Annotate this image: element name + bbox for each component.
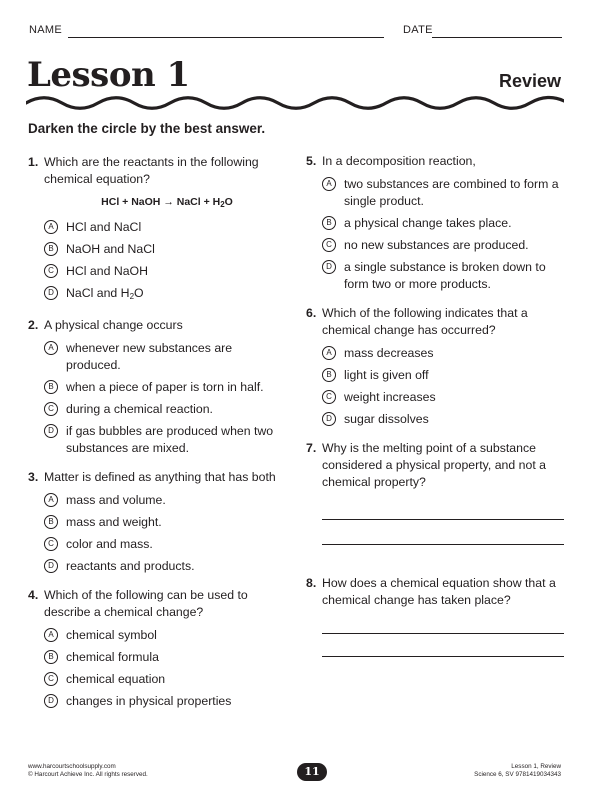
option-a[interactable] [44, 219, 290, 236]
answer-line[interactable] [322, 633, 564, 634]
chemical-equation [44, 194, 290, 213]
answer-options [44, 627, 290, 710]
footer-publisher [28, 763, 148, 779]
answer-circle[interactable]: A [322, 177, 336, 191]
option-text: when a piece of paper is torn in half. [66, 380, 264, 394]
date-field-line[interactable] [432, 37, 562, 38]
question-6 [306, 305, 564, 428]
option-d[interactable] [322, 259, 564, 293]
option-d[interactable] [44, 423, 290, 457]
lesson-title: Lesson 1 [27, 55, 190, 95]
answer-options [322, 345, 564, 428]
answer-options [44, 219, 290, 305]
option-a[interactable] [44, 340, 290, 374]
option-a[interactable] [322, 345, 564, 362]
option-text: a single substance is broken down to form two or more products. [344, 260, 546, 291]
option-c[interactable] [44, 401, 290, 418]
option-text: NaOH and NaCl [66, 242, 155, 256]
option-c[interactable] [322, 237, 564, 254]
answer-circle[interactable]: B [44, 650, 58, 664]
option-a[interactable] [44, 492, 290, 509]
section-label: Review [498, 71, 561, 91]
answer-line[interactable] [322, 656, 564, 657]
question-4 [28, 587, 290, 710]
question-number: 3. [28, 470, 39, 484]
answer-circle[interactable]: C [44, 264, 58, 278]
instructions: Darken the circle by the best answer. [28, 121, 266, 136]
option-b[interactable] [322, 367, 564, 384]
option-text: reactants and products. [66, 559, 195, 573]
answer-line[interactable] [322, 544, 564, 545]
option-c[interactable] [44, 263, 290, 280]
subscript: 2 [220, 200, 225, 209]
question-3 [28, 469, 290, 575]
question-number: 5. [306, 154, 317, 168]
answer-circle[interactable]: D [44, 559, 58, 573]
option-text: chemical equation [66, 672, 166, 686]
option-text: two substances are combined to form a single product. [344, 177, 559, 208]
option-text: no new substances are produced. [344, 238, 529, 252]
option-a[interactable] [322, 176, 564, 210]
option-d[interactable] [44, 558, 290, 575]
option-b[interactable] [44, 379, 290, 396]
answer-circle[interactable]: A [44, 493, 58, 507]
option-c[interactable] [322, 389, 564, 406]
option-text: mass decreases [344, 346, 434, 360]
option-text: light is given off [344, 368, 429, 382]
answer-circle[interactable]: C [44, 672, 58, 686]
question-8 [306, 575, 564, 609]
option-d[interactable] [322, 411, 564, 428]
question-text: Which are the reactants in the following chemical equation? [44, 155, 259, 186]
answer-circle[interactable]: C [322, 390, 336, 404]
option-b[interactable] [44, 514, 290, 531]
question-number: 2. [28, 318, 39, 332]
option-text: a physical change takes place. [344, 216, 512, 230]
answer-circle[interactable]: D [322, 412, 336, 426]
option-text: whenever new substances are produced. [66, 341, 233, 372]
option-text: mass and weight. [66, 515, 162, 529]
option-b[interactable] [322, 215, 564, 232]
equation-end: O [224, 196, 233, 208]
answer-circle[interactable]: C [44, 402, 58, 416]
answer-options [44, 492, 290, 575]
question-text: Matter is defined as anything that has both [44, 470, 276, 484]
question-number: 4. [28, 588, 39, 602]
answer-circle[interactable]: C [44, 537, 58, 551]
question-number: 7. [306, 441, 317, 455]
answer-circle[interactable]: D [44, 424, 58, 438]
option-d[interactable] [44, 693, 290, 710]
option-text: during a chemical reaction. [66, 402, 213, 416]
option-text: chemical formula [66, 650, 159, 664]
answer-line[interactable] [322, 519, 564, 520]
subscript: 2 [129, 292, 135, 301]
option-text: color and mass. [66, 537, 153, 551]
answer-circle[interactable]: B [44, 380, 58, 394]
option-text: weight increases [344, 390, 436, 404]
answer-options [322, 176, 564, 293]
option-a[interactable] [44, 627, 290, 644]
equation-products: NaCl + H [176, 196, 221, 208]
answer-circle[interactable]: A [322, 346, 336, 360]
book-reference: Science 6, SV 9781419034343 [474, 771, 561, 778]
option-b[interactable] [44, 649, 290, 666]
name-label: NAME [29, 24, 62, 36]
answer-circle[interactable]: A [44, 628, 58, 642]
question-number: 6. [306, 306, 317, 320]
option-c[interactable] [44, 536, 290, 553]
question-number: 1. [28, 155, 39, 169]
question-2 [28, 317, 290, 457]
question-text: Which of the following indicates that a chemical change has occurred? [322, 306, 528, 337]
option-text: chemical symbol [66, 628, 157, 642]
publisher-website[interactable]: www.harcourtschoolsupply.com [28, 763, 116, 770]
option-d[interactable] [44, 285, 290, 305]
answer-options [44, 340, 290, 457]
question-text: A physical change occurs [44, 318, 183, 332]
question-text: Which of the following can be used to describe a chemical change? [44, 588, 248, 619]
answer-circle[interactable]: A [44, 341, 58, 355]
answer-circle[interactable]: D [322, 260, 336, 274]
answer-circle[interactable]: B [322, 368, 336, 382]
answer-circle[interactable]: C [322, 238, 336, 252]
option-text: changes in physical properties [66, 694, 232, 708]
question-text: In a decomposition reaction, [322, 154, 476, 168]
equation-reactants: HCl + NaOH [101, 196, 161, 208]
question-5 [306, 153, 564, 293]
lesson-reference: Lesson 1, Review [511, 763, 561, 770]
name-field-line[interactable] [68, 37, 384, 38]
question-text: How does a chemical equation show that a chemical change has taken place? [322, 576, 556, 607]
answer-circle[interactable]: B [322, 216, 336, 230]
answer-circle[interactable]: B [44, 242, 58, 256]
option-b[interactable] [44, 241, 290, 258]
option-text: HCl and NaOH [66, 264, 149, 278]
copyright-notice: © Harcourt Achieve Inc. All rights reserved. [28, 771, 148, 778]
option-text: if gas bubbles are produced when two substances are mixed. [66, 424, 274, 455]
question-7 [306, 440, 564, 491]
answer-circle[interactable]: D [44, 694, 58, 708]
page-number: 11 [297, 763, 327, 781]
date-label: DATE [403, 24, 433, 36]
answer-circle[interactable]: B [44, 515, 58, 529]
option-tail: O [134, 286, 144, 300]
question-1 [28, 154, 290, 305]
question-number: 8. [306, 576, 317, 590]
question-text: Why is the melting point of a substance considered a physical property, and not a chemical property? [322, 441, 546, 489]
answer-circle[interactable]: A [44, 220, 58, 234]
wave-divider [26, 95, 564, 111]
option-text: HCl and NaCl [66, 220, 142, 234]
option-c[interactable] [44, 671, 290, 688]
option-text: sugar dissolves [344, 412, 429, 426]
answer-circle[interactable]: D [44, 286, 58, 300]
option-text: mass and volume. [66, 493, 166, 507]
option-text: NaCl and H [66, 286, 130, 300]
arrow-icon: → [163, 196, 174, 208]
right-column [306, 153, 564, 657]
footer-reference [474, 763, 561, 779]
left-column [28, 154, 290, 715]
